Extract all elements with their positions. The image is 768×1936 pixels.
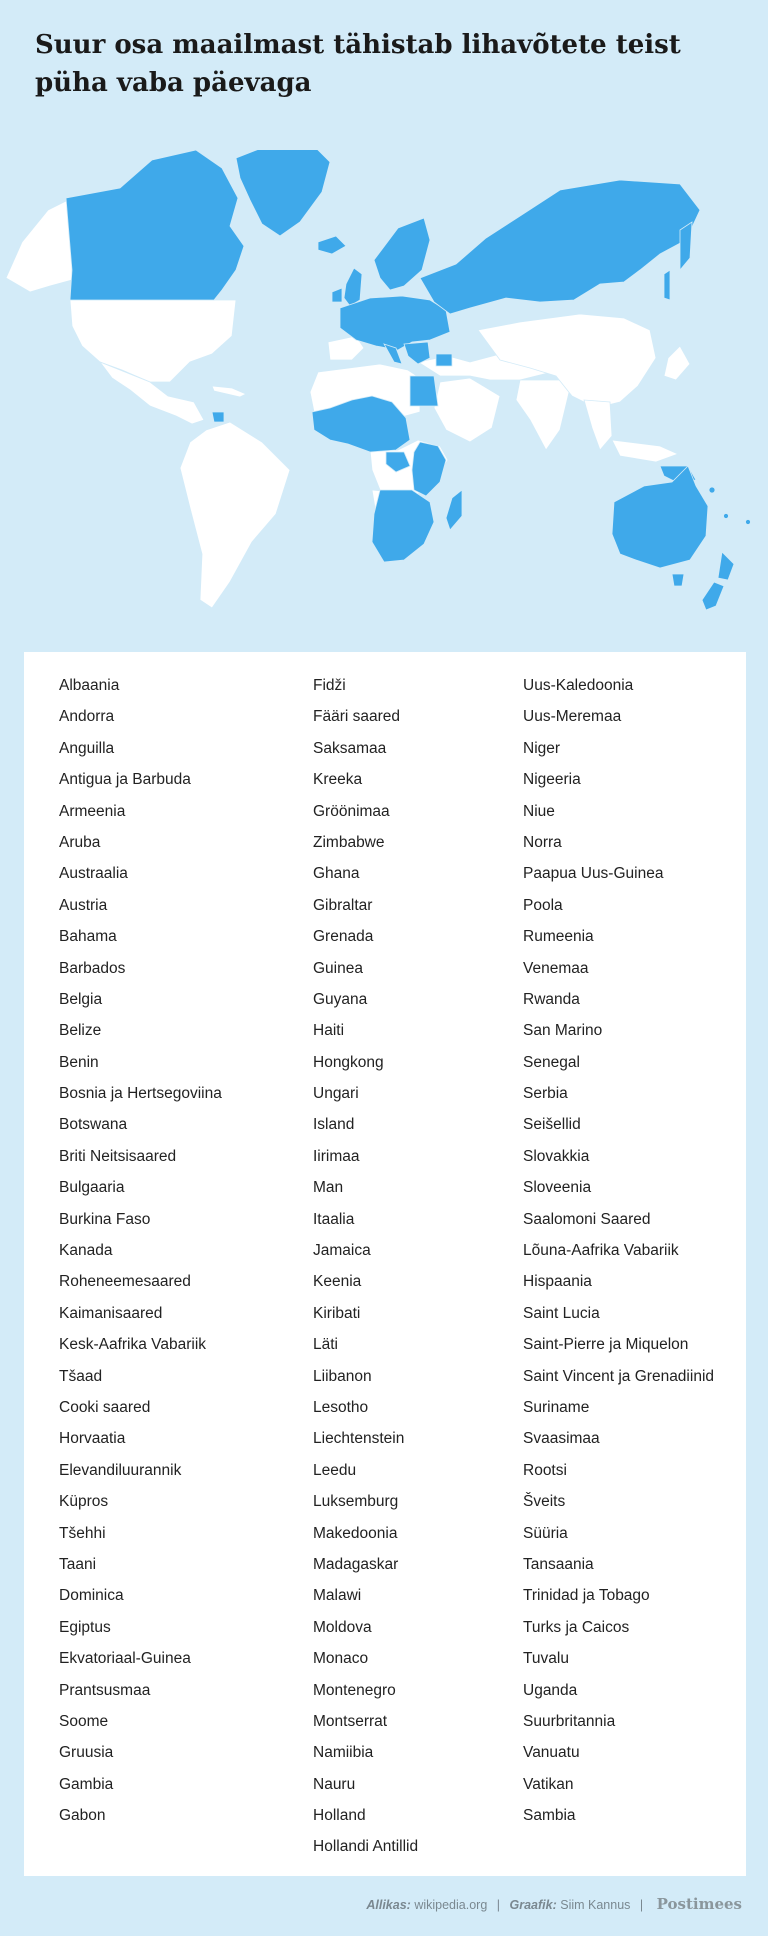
list-item: Slovakkia — [523, 1147, 590, 1165]
list-item: Island — [313, 1116, 355, 1134]
list-item: Ekvatoriaal-Guinea — [59, 1650, 191, 1668]
list-item: Niue — [523, 802, 555, 820]
list-item: Luksemburg — [313, 1493, 399, 1511]
list-item: Trinidad ja Tobago — [523, 1587, 650, 1605]
list-item: Saint-Pierre ja Miquelon — [523, 1336, 689, 1354]
graphic-value: Siim Kannus — [560, 1898, 631, 1912]
list-item: Egiptus — [59, 1618, 111, 1636]
list-item: Kaimanisaared — [59, 1304, 163, 1322]
list-item: Burkina Faso — [59, 1210, 151, 1228]
list-item: Küpros — [59, 1493, 109, 1511]
list-item: Antigua ja Barbuda — [59, 771, 191, 789]
source-label: Allikas: — [366, 1898, 411, 1912]
list-item: Armeenia — [59, 802, 126, 820]
list-item: Saksamaa — [313, 739, 387, 757]
list-item: Keenia — [313, 1273, 362, 1291]
list-item: Botswana — [59, 1116, 128, 1134]
country-column-2 — [313, 670, 418, 1863]
list-item: Liechtenstein — [313, 1430, 405, 1448]
list-item: Rumeenia — [523, 928, 594, 946]
list-item: Austraalia — [59, 865, 128, 883]
list-item: Grenada — [313, 928, 374, 946]
list-item: Serbia — [523, 1085, 568, 1103]
list-item: Kiribati — [313, 1304, 361, 1322]
list-item: Liibanon — [313, 1367, 372, 1385]
list-item: Cooki saared — [59, 1398, 151, 1416]
list-item: Sloveenia — [523, 1179, 592, 1197]
separator: | — [639, 1898, 644, 1912]
source-credit — [366, 1895, 742, 1913]
list-item: Nigeeria — [523, 771, 581, 789]
list-item: Jamaica — [313, 1242, 371, 1260]
list-item: Bulgaaria — [59, 1179, 125, 1197]
list-item: Gruusia — [59, 1744, 114, 1762]
list-item: Monaco — [313, 1650, 369, 1668]
list-item: Namiibia — [313, 1744, 374, 1762]
list-item: Belgia — [59, 990, 103, 1008]
list-item: Albaania — [59, 677, 120, 694]
list-item: Ghana — [313, 865, 360, 883]
list-item: Ungari — [313, 1085, 359, 1103]
list-item: Gambia — [59, 1775, 114, 1793]
list-item: Prantsusmaa — [59, 1681, 151, 1699]
country-column-1 — [59, 670, 222, 1831]
list-item: Lõuna-Aafrika Vabariik — [523, 1242, 679, 1260]
list-item: Niger — [523, 739, 561, 757]
list-item: Briti Neitsisaared — [59, 1147, 177, 1165]
list-item: Itaalia — [313, 1210, 355, 1228]
list-item: Barbados — [59, 959, 126, 977]
list-item: Montenegro — [313, 1681, 396, 1699]
list-item: Gibraltar — [313, 896, 373, 914]
list-item: Zimbabwe — [313, 833, 385, 851]
list-item: Paapua Uus-Guinea — [523, 865, 664, 883]
list-item: Hispaania — [523, 1273, 592, 1291]
list-item: Belize — [59, 1022, 102, 1040]
list-item: Sambia — [523, 1807, 576, 1825]
page-title: Suur osa maailmast tähistab lihavõtete teist püha vaba päevaga — [35, 30, 681, 98]
list-item: Saint Vincent ja Grenadiinid — [523, 1367, 715, 1385]
list-item: Gabon — [59, 1807, 106, 1825]
list-item: Fidži — [313, 677, 346, 694]
list-item: Vanuatu — [523, 1744, 580, 1762]
list-item: Tansaania — [523, 1555, 594, 1573]
list-item: Benin — [59, 1053, 99, 1071]
list-item: Andorra — [59, 708, 115, 726]
list-item: Venemaa — [523, 959, 589, 977]
brand-logo: Postimees — [656, 1895, 742, 1913]
list-item: Uus-Meremaa — [523, 708, 622, 726]
separator: | — [496, 1898, 501, 1912]
list-item: Anguilla — [59, 739, 115, 757]
list-item: Guinea — [313, 959, 363, 977]
list-item: Guyana — [313, 990, 368, 1008]
world-map — [0, 150, 768, 620]
list-item: Lesotho — [313, 1398, 369, 1416]
list-item: Taani — [59, 1555, 97, 1573]
list-item: Madagaskar — [313, 1555, 399, 1573]
country-column-3 — [523, 670, 714, 1831]
list-item: Bahama — [59, 928, 117, 946]
list-item: San Marino — [523, 1022, 603, 1040]
list-item: Nauru — [313, 1775, 356, 1793]
list-item: Suurbritannia — [523, 1712, 616, 1730]
list-item: Rwanda — [523, 990, 580, 1008]
list-item: Saint Lucia — [523, 1304, 600, 1322]
list-item: Horvaatia — [59, 1430, 126, 1448]
list-item: Leedu — [313, 1461, 357, 1479]
source-value: wikipedia.org — [414, 1898, 488, 1912]
list-item: Soome — [59, 1712, 109, 1730]
list-item: Turks ja Caicos — [523, 1618, 630, 1636]
list-item: Senegal — [523, 1053, 580, 1071]
list-item: Rootsi — [523, 1461, 567, 1479]
list-item: Bosnia ja Hertsegoviina — [59, 1085, 222, 1103]
list-item: Aruba — [59, 833, 101, 851]
list-item: Kesk-Aafrika Vabariik — [59, 1336, 207, 1354]
list-item: Iirimaa — [313, 1147, 360, 1165]
country-list — [24, 652, 746, 1876]
list-item: Gröönimaa — [313, 802, 390, 820]
list-item: Tšaad — [59, 1367, 103, 1385]
list-item: Poola — [523, 896, 563, 914]
list-item: Roheneemesaared — [59, 1273, 191, 1291]
list-item: Malawi — [313, 1587, 362, 1605]
list-item: Elevandiluurannik — [59, 1461, 182, 1479]
list-item: Hollandi Antillid — [313, 1838, 419, 1856]
list-item: Montserrat — [313, 1712, 388, 1730]
list-item: Tšehhi — [59, 1524, 106, 1542]
list-item: Hongkong — [313, 1053, 384, 1071]
list-item: Läti — [313, 1336, 338, 1354]
list-item: Man — [313, 1179, 344, 1197]
list-item: Süüria — [523, 1524, 568, 1542]
list-item: Tuvalu — [523, 1650, 569, 1668]
list-item: Suriname — [523, 1398, 590, 1416]
list-item: Norra — [523, 833, 562, 851]
list-item: Svaasimaa — [523, 1430, 600, 1448]
list-item: Kreeka — [313, 771, 363, 789]
list-item: Austria — [59, 896, 108, 914]
list-item: Vatikan — [523, 1775, 574, 1793]
list-item: Dominica — [59, 1587, 124, 1605]
list-item: Seišellid — [523, 1116, 581, 1134]
list-item: Haiti — [313, 1022, 345, 1040]
list-item: Saalomoni Saared — [523, 1210, 651, 1228]
graphic-label: Graafik: — [509, 1898, 557, 1912]
list-item: Fääri saared — [313, 708, 401, 726]
list-item: Moldova — [313, 1618, 372, 1636]
list-item: Šveits — [523, 1493, 566, 1511]
list-item: Uganda — [523, 1681, 578, 1699]
list-item: Uus-Kaledoonia — [523, 677, 634, 694]
list-item: Holland — [313, 1807, 366, 1825]
list-item: Makedoonia — [313, 1524, 398, 1542]
list-item: Kanada — [59, 1242, 113, 1260]
